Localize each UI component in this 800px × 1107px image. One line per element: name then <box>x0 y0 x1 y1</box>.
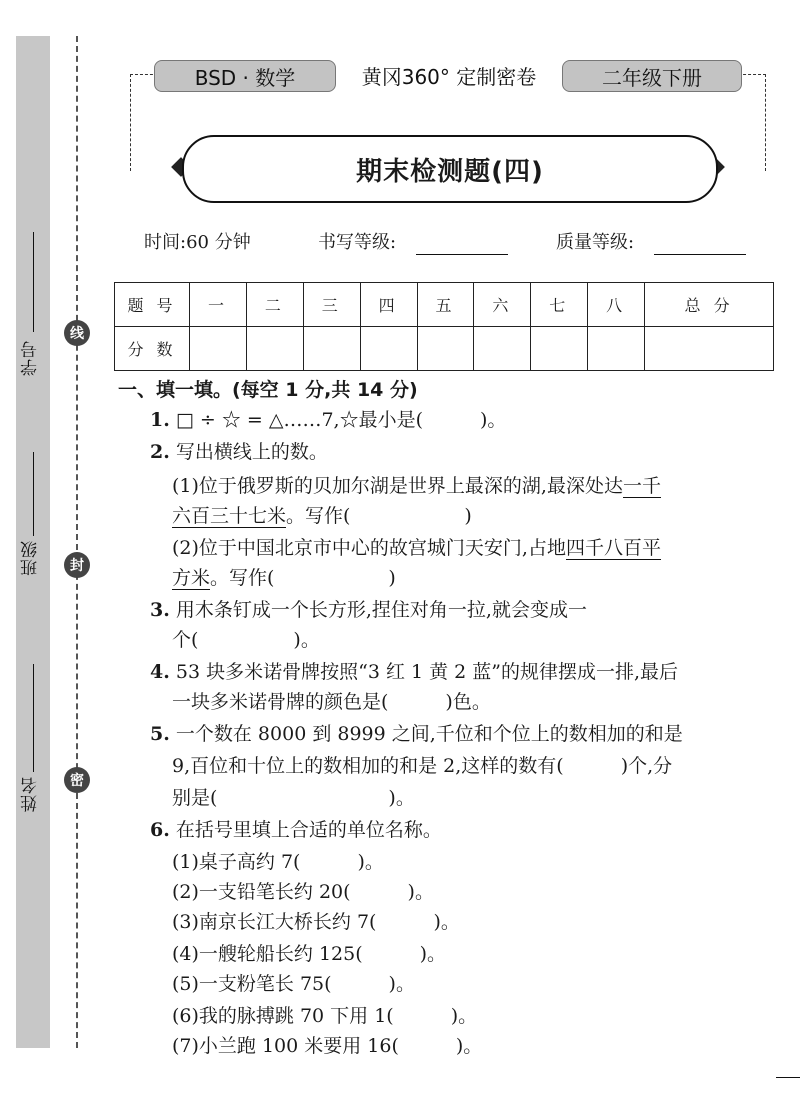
question-text: 一个数在 8000 到 8999 之间,千位和个位上的数相加的和是 <box>175 723 683 745</box>
question-text: □ ÷ ☆ = △……7,☆最小是( )。 <box>175 409 507 431</box>
question-2 <box>150 438 328 466</box>
underlined-number-text: 一千 <box>622 475 661 497</box>
question-6-item[interactable]: (1)桌子高约 7( )。 <box>172 851 384 873</box>
question-2-part-2 <box>172 534 661 562</box>
question-3-cont[interactable]: 个( )。 <box>172 629 320 651</box>
score-cell[interactable] <box>246 327 303 371</box>
table-header-cell: 一 <box>190 283 247 327</box>
question-5-cont[interactable]: 9,百位和十位上的数相加的和是 2,这样的数有( )个,分 <box>172 755 673 777</box>
page-title: 期末检测题(四) <box>356 156 544 187</box>
name-label: 姓名 <box>21 776 41 812</box>
score-cell[interactable] <box>588 327 645 371</box>
writing-grade-field[interactable] <box>416 254 508 255</box>
subject-badge: BSD · 数学 <box>154 60 336 92</box>
binding-dashed-line <box>76 36 78 1048</box>
question-text: 53 块多米诺骨牌按照“3 红 1 黄 2 蓝”的规律摆成一排,最后 <box>175 661 679 683</box>
title-banner <box>182 135 718 203</box>
question-5 <box>150 720 683 748</box>
exam-info <box>144 228 764 258</box>
student-id-line[interactable] <box>33 232 34 332</box>
table-header-cell: 三 <box>303 283 360 327</box>
question-6-item[interactable]: (5)一支粉笔长 75( )。 <box>172 973 415 995</box>
question-2-part-2-cont <box>172 564 396 592</box>
table-row <box>115 283 774 327</box>
question-5-cont2[interactable]: 别是( )。 <box>172 787 415 809</box>
question-6-item[interactable]: (7)小兰跑 100 米要用 16( )。 <box>172 1035 483 1057</box>
grade-badge: 二年级下册 <box>562 60 742 92</box>
question-6-item[interactable]: (4)一艘轮船长约 125( )。 <box>172 943 447 965</box>
class-line[interactable] <box>33 452 34 536</box>
question-number: 3. <box>150 599 170 621</box>
series-title: 黄冈360° 定制密卷 <box>336 60 562 90</box>
table-header-cell: 六 <box>474 283 531 327</box>
time-limit: 时间:60 分钟 <box>144 232 251 253</box>
quality-grade-label: 质量等级: <box>556 232 635 253</box>
question-number: 1. <box>150 409 170 431</box>
question-number: 4. <box>150 661 170 683</box>
seal-seal-mark: 封 <box>64 552 90 578</box>
student-id-label: 学号 <box>21 340 41 376</box>
question-text: 写出横线上的数。 <box>175 441 328 463</box>
question-2-part-1-cont <box>172 502 472 530</box>
question-text: 在括号里填上合适的单位名称。 <box>175 819 442 841</box>
table-header-cell: 四 <box>360 283 417 327</box>
section-heading: 一、填一填。(每空 1 分,共 14 分) <box>118 379 418 401</box>
name-line[interactable] <box>33 664 34 772</box>
question-3 <box>150 596 587 624</box>
score-cell[interactable] <box>645 327 774 371</box>
seal-line-mark: 线 <box>64 320 90 346</box>
question-6-item[interactable]: (3)南京长江大桥长约 7( )。 <box>172 911 460 933</box>
score-cell[interactable] <box>360 327 417 371</box>
table-header-cell: 二 <box>246 283 303 327</box>
score-cell[interactable] <box>303 327 360 371</box>
underlined-number-text: 六百三十七米 <box>172 505 287 527</box>
score-cell[interactable] <box>417 327 474 371</box>
answer-blank[interactable]: 。写作( ) <box>286 505 472 527</box>
question-4-cont[interactable]: 一块多米诺骨牌的颜色是( )色。 <box>172 691 491 713</box>
seal-secret-mark: 密 <box>64 767 90 793</box>
score-row-label: 分 数 <box>115 327 190 371</box>
question-6 <box>150 816 442 844</box>
question-number: 2. <box>150 441 170 463</box>
table-header-cell: 总 分 <box>645 283 774 327</box>
score-cell[interactable] <box>474 327 531 371</box>
class-label: 班级 <box>21 540 41 576</box>
question-text: 用木条钉成一个长方形,捏住对角一拉,就会变成一 <box>175 599 587 621</box>
table-header-cell: 五 <box>417 283 474 327</box>
score-cell[interactable] <box>531 327 588 371</box>
question-4 <box>150 658 678 686</box>
page-edge-mark <box>776 1077 800 1078</box>
table-row <box>115 327 774 371</box>
score-table <box>114 282 774 371</box>
underlined-number-text: 方米 <box>172 567 211 589</box>
table-header-cell: 八 <box>588 283 645 327</box>
underlined-number-text: 四千八百平 <box>565 537 661 559</box>
question-6-item[interactable]: (6)我的脉搏跳 70 下用 1( )。 <box>172 1005 478 1027</box>
part-text: (2)位于中国北京市中心的故宫城门天安门,占地 <box>172 537 566 559</box>
question-number: 5. <box>150 723 170 745</box>
question-1 <box>150 406 506 434</box>
writing-grade-label: 书写等级: <box>318 232 397 253</box>
question-2-part-1 <box>172 472 661 500</box>
table-header-cell: 题 号 <box>115 283 190 327</box>
table-header-cell: 七 <box>531 283 588 327</box>
quality-grade-field[interactable] <box>654 254 746 255</box>
question-number: 6. <box>150 819 170 841</box>
part-text: (1)位于俄罗斯的贝加尔湖是世界上最深的湖,最深处达 <box>172 475 623 497</box>
score-cell[interactable] <box>190 327 247 371</box>
answer-blank[interactable]: 。写作( ) <box>210 567 396 589</box>
question-6-item[interactable]: (2)一支铅笔长约 20( )。 <box>172 881 434 903</box>
